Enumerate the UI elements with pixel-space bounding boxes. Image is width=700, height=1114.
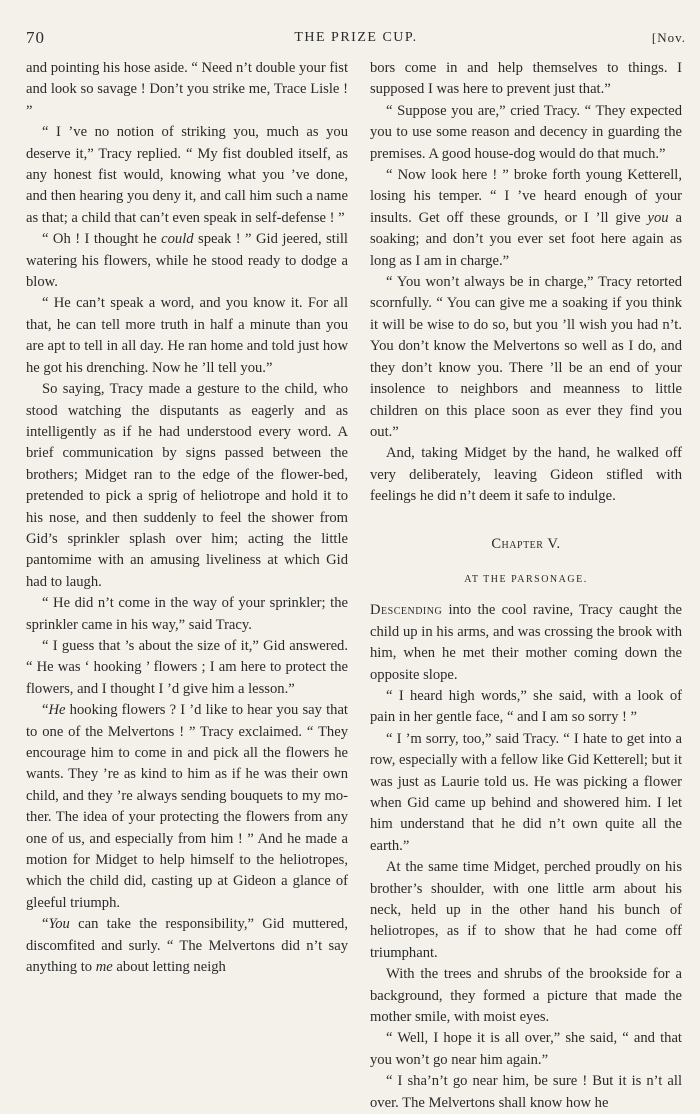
drop-word: Descending [370,602,443,619]
paragraph: So saying, Tracy made a gesture to the child, who stood watching the disputants as eagerly and as intelligently as if he had understood every word. A brief communication by signs passed between the brothers; Midget ran to the edge of the flower-bed, pretended to pick a sprig of heliotrope and hold it to his nose, and then suddenly to feel the shower from Gid’s sprinkler splash over him; acting the little pantomime with an amusing liveliness at which Gid had to laugh. [26,381,348,590]
paragraph: “ Now look here ! ” broke forth young Ketterell, losing his temper. “ I ’ve heard enough of your insults. Get off these grounds, or I ’ll give you a soaking; and don’t you ever set foot here again as long as I am in charge.” [370,167,682,269]
paragraph: Descending into the cool ravine, Tracy caught the child up in his arms, and was crossing the brook with him, when he met their mother coming down the opposite slope. [370,602,682,683]
paragraph: “He hooking flowers ? I ’d like to hear you say that to one of the Melvertons ! ” Tracy exclaimed. “ They encourage him to come in and pick all the flowers he wants. They ’re as kind to him as if he was their own child, and they ’re always sending bouquets to my mother. The idea of your protecting the flowers from any one of us, and especially from him ! ” And he made a motion for Midget to help himself to the heliotropes, which the child did, casting up at Gideon a glance of gleeful triumph. [26,702,348,911]
paragraph: “ I guess that ’s about the size of it,” Gid answered. “ He was ‘ hooking ’ flowers ; I am here to protect the flowers, and I thought I ’d give him a lesson.” [26,637,348,697]
paragraph: And, taking Midget by the hand, he walked off very deliberately, leaving Gideon stifled with feelings he did n’t deem it safe to indulge. [370,445,682,505]
paragraph: “ Well, I hope it is all over,” she said, “ and that you won’t go near him again.” [370,1030,682,1068]
running-title: THE PRIZE CUP. [294,30,418,45]
paragraph: bors come in and help themselves to things. I supposed I was here to prevent just that.” [370,60,682,98]
page-number: 70 [26,28,45,47]
left-column [26,58,348,978]
paragraph: and pointing his hose aside. “ Need n’t double your fist and look so savage ! Don’t you strike me, Trace Lisle ! ” [26,60,348,119]
paragraph: “ He did n’t come in the way of your sprinkler; the sprinkler came in his way,” said Tracy. [26,595,348,633]
right-column [370,58,682,1114]
page-header [26,28,686,50]
paragraph: “ You won’t always be in charge,” Tracy retorted scornfully. “ You can give me a soaking if you think it will be wise to do so, but you ’ll wish you had n’t. You don’t know the Melvertons so well as I do, and they don’t know you. There ’ll be an end of your insolence to neighbors and meanness to little children on this place soon as ever they find you out.” [370,274,682,440]
paragraph: With the trees and shrubs of the brookside for a background, they formed a picture that made the mother smile, with moist eyes. [370,966,682,1026]
paragraph: “ I sha’n’t go near him, be sure ! But it is n’t all over. The Melvertons shall know how he [370,1073,682,1111]
paragraph: “ Oh ! I thought he could speak ! ” Gid jeered, still watering his flowers, while he stood ready to dodge a blow. [26,231,348,291]
paragraph: “You can take the responsibility,” Gid muttered, discomfited and surly. “ The Melvertons did n’t say anything to me about letting neigh [26,916,348,976]
paragraph: “ Suppose you are,” cried Tracy. “ They expected you to use some reason and decency in guarding the premises. A good house-dog would do that much.” [370,102,682,162]
chapter-subtitle: AT THE PARSONAGE. [464,573,588,585]
paragraph: “ I ’m sorry, too,” said Tracy. “ I hate to get into a row, especially with a fellow like Gid Ketterell; but it was just as Laurie told us. He was picking a flower when Gid came up behind and showered him. I let him understand that he did n’t own quite all the earth.” [370,730,682,854]
paragraph: “ He can’t speak a word, and you know it. For all that, he can tell more truth in half a minute than you are apt to tell in all day. He ran home and told just how he got his drenching. Now he ’ll tell you.” [26,295,348,376]
paragraph: “ I heard high words,” she said, with a look of pain in her gentle face, “ and I am so sorry ! ” [370,687,682,726]
paragraph: “ I ’ve no notion of striking you, much as you deserve it,” Tracy replied. “ My fist doubled itself, as any honest fist would, knowing what you ’ve done, and then hearing you deny it, and call him such a name as that; a child that can’t even speak in self-defense ! ” [26,124,348,226]
issue-month: [Nov. [651,30,686,45]
paragraph: At the same time Midget, perched proudly on his brother’s shoulder, with one little arm about his neck, held up in the other hand his bunch of heliotropes, as if to show that he had come off triumphant. [370,859,682,961]
chapter-title: Chapter V. [491,535,561,552]
